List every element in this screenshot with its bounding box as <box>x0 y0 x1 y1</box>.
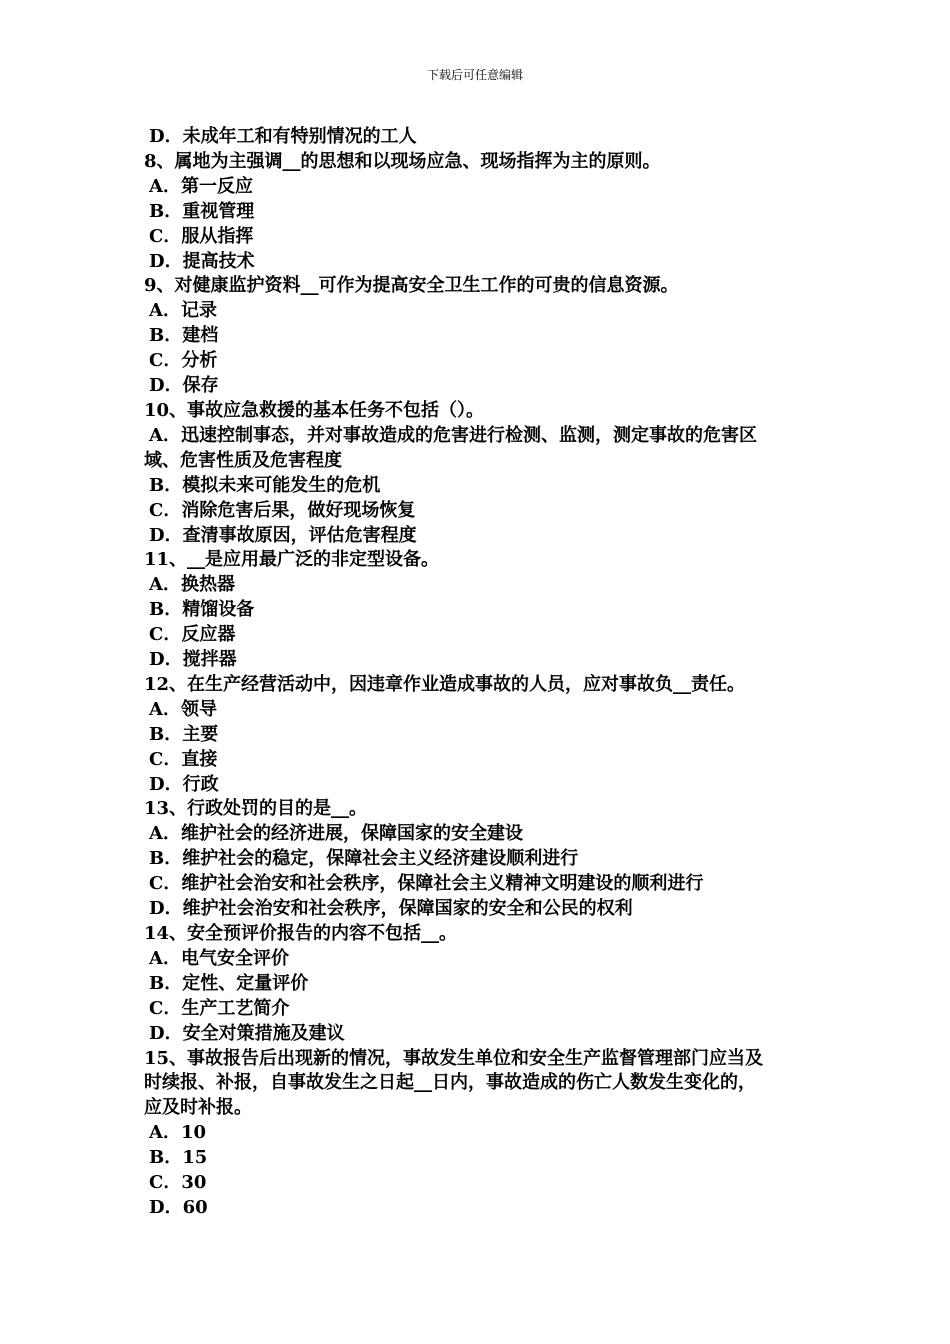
question-text: 8、属地为主强调__的思想和以现场应急、现场指挥为主的原则。 <box>144 150 661 172</box>
answer-option: C．30 <box>149 1172 207 1194</box>
answer-option: A．领导 <box>149 698 217 720</box>
answer-option: D．维护社会治安和社会秩序，保障国家的安全和公民的权利 <box>149 898 633 920</box>
answer-option: D．行政 <box>149 773 219 795</box>
answer-option: B．定性、定量评价 <box>149 972 309 994</box>
answer-option: A．电气安全评价 <box>149 947 289 969</box>
answer-option: A．迅速控制事态，并对事故造成的危害进行检测、监测，测定事故的危害区 <box>149 424 757 446</box>
question-text: 13、行政处罚的目的是__。 <box>144 798 368 820</box>
answer-option: B．15 <box>149 1147 208 1169</box>
document-body <box>144 125 824 1221</box>
answer-option: B．建档 <box>149 325 219 347</box>
answer-option: C．服从指挥 <box>149 225 254 247</box>
answer-option: B．维护社会的稳定，保障社会主义经济建设顺利进行 <box>149 848 579 870</box>
answer-option: A．换热器 <box>149 574 235 596</box>
answer-option: C．维护社会治安和社会秩序，保障社会主义精神文明建设的顺利进行 <box>149 873 704 895</box>
answer-option: C．分析 <box>149 350 218 372</box>
question-text: 15、事故报告后出现新的情况，事故发生单位和安全生产监督管理部门应当及 <box>144 1047 764 1069</box>
question-text: 应及时补报。 <box>144 1097 252 1119</box>
question-text: 域、危害性质及危害程度 <box>144 449 342 471</box>
question-text: 9、对健康监护资料__可作为提高安全卫生工作的可贵的信息资源。 <box>144 275 679 297</box>
answer-option: D．查清事故原因，评估危害程度 <box>149 524 417 546</box>
answer-option: C．消除危害后果，做好现场恢复 <box>149 499 416 521</box>
answer-option: B．重视管理 <box>149 200 255 222</box>
question-text: 14、安全预评价报告的内容不包括__。 <box>144 923 458 944</box>
question-text: 11、__是应用最广泛的非定型设备。 <box>144 549 440 571</box>
answer-option: B．模拟未来可能发生的危机 <box>149 474 381 496</box>
question-text: 12、在生产经营活动中，因违章作业造成事故的人员，应对事故负__责任。 <box>144 673 746 695</box>
question-text: 10、事故应急救援的基本任务不包括（）。 <box>144 399 485 421</box>
answer-option: B．精馏设备 <box>149 599 255 621</box>
answer-option: D．提高技术 <box>149 250 255 272</box>
answer-option: A．维护社会的经济进展，保障国家的安全建设 <box>149 823 523 845</box>
answer-option: D．60 <box>149 1196 208 1218</box>
answer-option: B．主要 <box>149 723 219 745</box>
answer-option: C．直接 <box>149 748 218 770</box>
answer-option: C．反应器 <box>149 624 236 646</box>
answer-option: A．第一反应 <box>149 175 253 197</box>
answer-option: A．10 <box>149 1122 207 1144</box>
page-header: 下载后可任意编辑 <box>426 68 523 82</box>
answer-option: C．生产工艺简介 <box>149 997 290 1019</box>
answer-option: D．搅拌器 <box>149 649 237 671</box>
answer-option: D．未成年工和有特别情况的工人 <box>149 126 417 147</box>
answer-option: A．记录 <box>149 300 217 322</box>
answer-option: D．安全对策措施及建议 <box>149 1022 345 1044</box>
question-text: 时续报、补报，自事故发生之日起__日内，事故造成的伤亡人数发生变化的， <box>144 1072 756 1094</box>
answer-option: D．保存 <box>149 375 219 397</box>
